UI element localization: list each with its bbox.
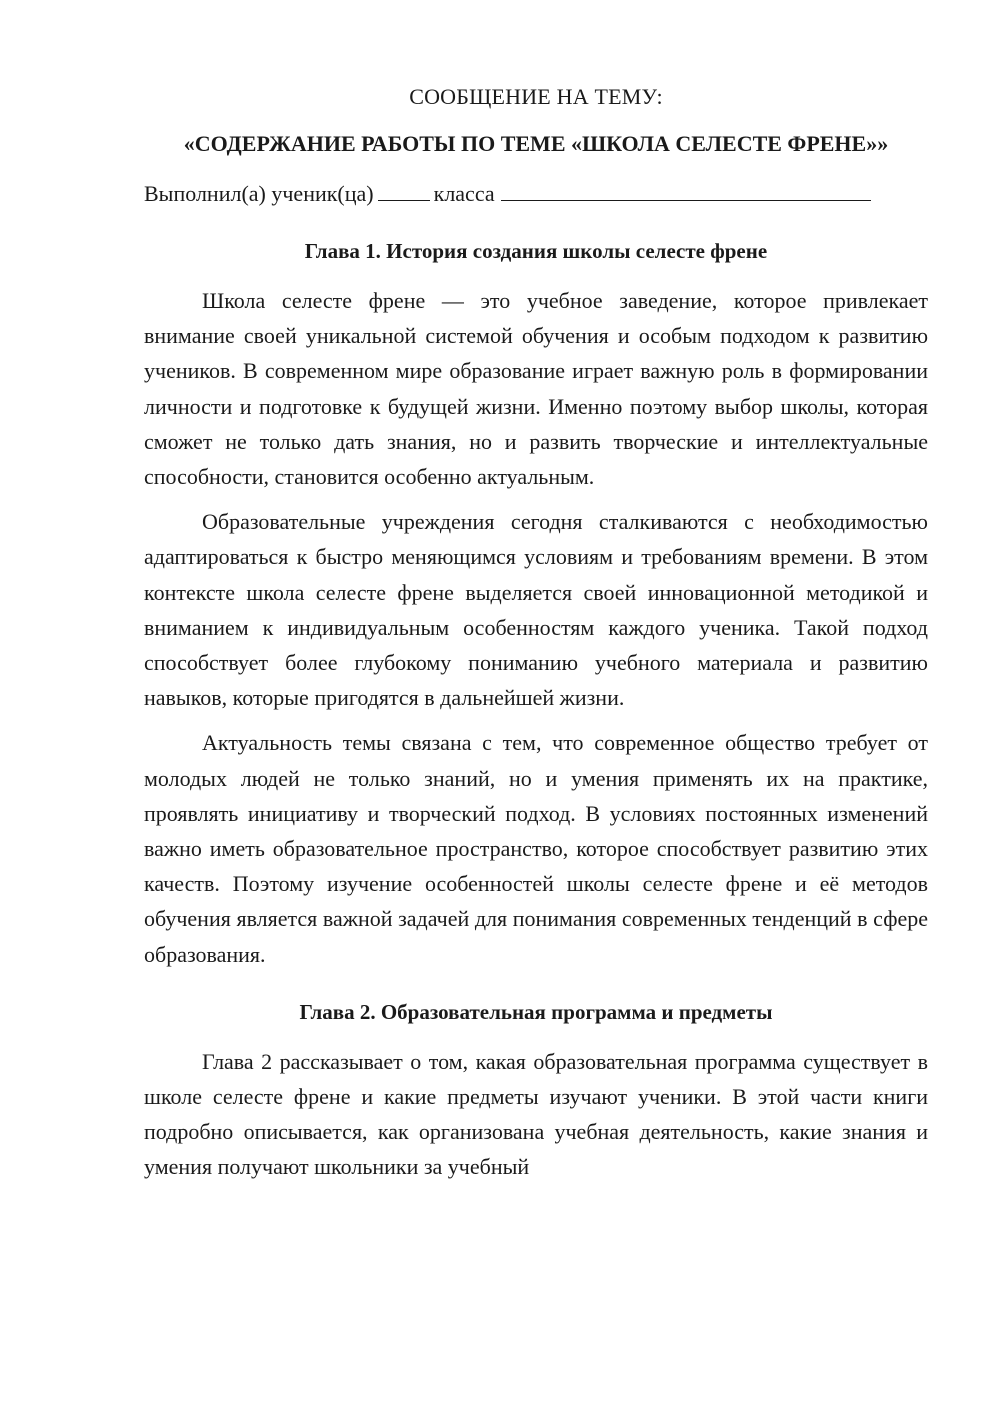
paragraph: Образовательные учреждения сегодня сталкиваются с необходимостью адаптироваться к быстро меняющимся условиям и требованиям времени. В этом контексте школа селесте френе выделяется своей инновационной методикой и вниманием к индивидуальным особенностям каждого ученика. Такой подход способствует более глубокому пониманию учебного материала и развитию навыков, которые пригодятся в дальнейшей жизни. (144, 509, 928, 711)
chapter-heading: Глава 2. Образовательная программа и предметы (299, 999, 773, 1024)
paragraph: Глава 2 рассказывает о том, какая образовательная программа существует в школе селесте френе и какие предметы изучают ученики. В этой части книги подробно описывается, как организована учебная деятельность, какие знания и умения получают школьники за учебный (144, 1048, 928, 1180)
paragraph: Школа селесте френе — это учебное заведение, которое привлекает внимание своей уникальной системой обучения и особым подходом к развитию учеников. В современном мире образование играет важную роль в формировании личности и подготовке к будущей жизни. Именно поэтому выбор школы, которая сможет не только дать знания, но и развить творческие и интеллектуальные способности, становится особенно актуальным. (144, 288, 928, 490)
author-line (144, 182, 928, 205)
grade-blank (378, 182, 430, 201)
name-blank (501, 182, 871, 201)
paragraph: Актуальность темы связана с тем, что современное общество требует от молодых людей не только знаний, но и умения применять их на практике, проявлять инициативу и творческий подход. В условиях постоянных изменений важно иметь образовательное пространство, которое способствует развитию этих качеств. Поэтому изучение особенностей школы селесте френе и её методов обучения является важной задачей для понимания современных тенденций в сфере образования. (144, 730, 928, 967)
class-label: класса (433, 181, 495, 206)
chapter-heading: Глава 1. История создания школы селесте френе (304, 239, 768, 263)
document-title: СООБЩЕНИЕ НА ТЕМУ: (409, 84, 663, 109)
document-page (144, 86, 928, 1180)
document-subtitle: «СОДЕРЖАНИЕ РАБОТЫ ПО ТЕМЕ «ШКОЛА СЕЛЕСТЕ ФРЕНЕ»» (183, 131, 889, 156)
author-label: Выполнил(а) ученик(ца) (144, 181, 374, 206)
